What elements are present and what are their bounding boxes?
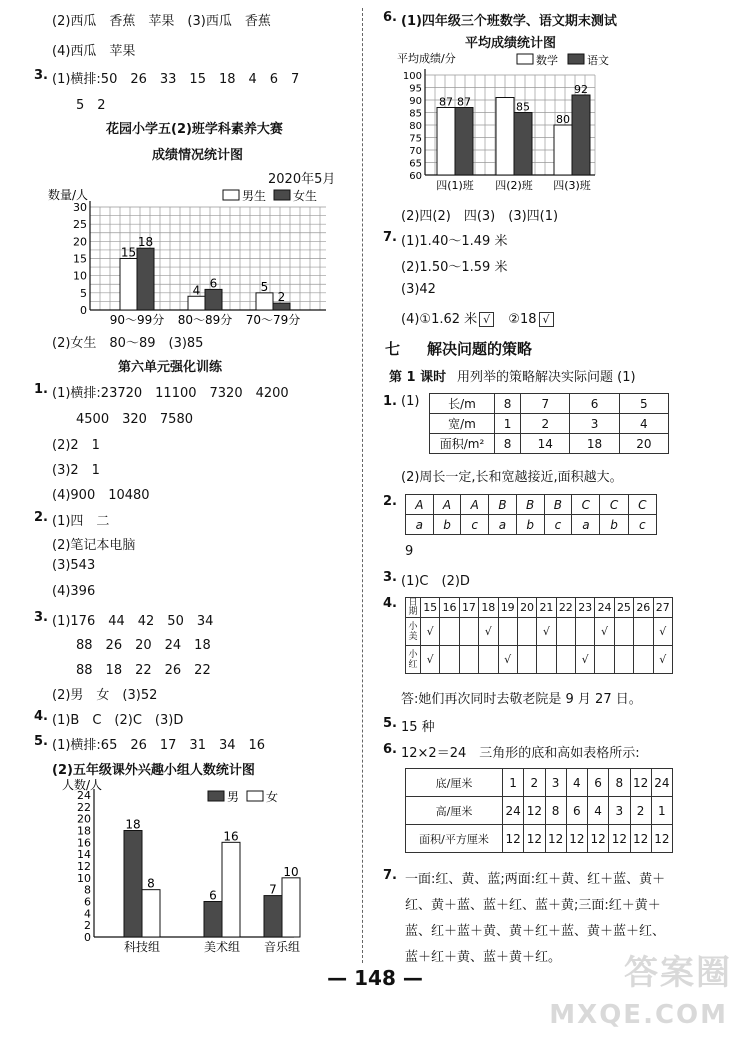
table-cell: 12 xyxy=(545,825,566,853)
table-cell xyxy=(440,618,459,646)
question-number: 4. xyxy=(34,709,48,724)
table-cell: A xyxy=(433,495,461,515)
bar xyxy=(124,831,142,938)
table-cell: 1 xyxy=(495,414,521,434)
table-cell: c xyxy=(544,515,572,535)
y-tick-label: 70 xyxy=(409,146,422,157)
table-cell: 7 xyxy=(521,394,570,414)
bar xyxy=(437,108,455,176)
answer-text: ②18 xyxy=(508,312,537,327)
table-cell: C xyxy=(600,495,628,515)
answer-line: 12×2＝24 三角形的底和高如表格所示: xyxy=(401,746,640,761)
data-label: 8 xyxy=(147,876,155,891)
legend-label: 女 xyxy=(266,790,279,804)
table-cell: 25 xyxy=(614,598,633,618)
table-cell: A xyxy=(406,495,434,515)
table-cell: 12 xyxy=(588,825,609,853)
table-cell: 12 xyxy=(651,825,672,853)
y-tick-label: 95 xyxy=(409,83,422,95)
section-number: 七 xyxy=(385,340,401,358)
question-number: 3. xyxy=(34,610,48,625)
answer-line: (1)横排:23720 11100 7320 4200 xyxy=(52,386,289,401)
y-tick-label: 100 xyxy=(402,71,422,82)
question-number: 5. xyxy=(34,734,48,749)
y-tick-label: 20 xyxy=(73,235,87,249)
table-cell: 5 xyxy=(619,394,668,414)
answer-line: (2)女生 80～89 (3)85 xyxy=(52,336,204,351)
chart-date: 2020年5月 xyxy=(268,172,336,187)
table-cell xyxy=(517,646,536,674)
y-tick-label: 18 xyxy=(77,824,91,838)
answer-line: 蓝、红＋蓝＋黄、黄＋红＋蓝、黄＋蓝＋红、 xyxy=(405,924,666,939)
table-cell: 21 xyxy=(537,598,556,618)
answer-line: 一面:红、黄、蓝;两面:红＋黄、红＋蓝、黄＋ xyxy=(405,872,666,887)
answer-line: (2)西瓜 香蕉 苹果 (3)西瓜 香蕉 xyxy=(52,14,271,29)
bar xyxy=(264,896,282,937)
row-header: 面积/m² xyxy=(430,434,495,454)
unit-title: 第六单元强化训练 xyxy=(118,360,223,375)
table-cell: 1 xyxy=(651,797,672,825)
answer-line: 15 种 xyxy=(401,720,435,735)
chart-title: (1)四年级三个班数学、语文期末测试 xyxy=(401,14,617,29)
table-cell: 16 xyxy=(440,598,459,618)
section-title: 解决问题的策略 xyxy=(427,340,533,358)
answer-line: (1)176 44 42 50 34 xyxy=(52,614,214,629)
table-cell: 18 xyxy=(570,434,619,454)
y-tick-label: 4 xyxy=(84,907,91,921)
table-cell: b xyxy=(600,515,628,535)
answer-line: (2)笔记本电脑 xyxy=(52,538,136,553)
question-number: 4. xyxy=(383,596,397,611)
table-cell xyxy=(498,618,517,646)
check-box: √ xyxy=(479,312,494,327)
table-cell: c xyxy=(628,515,656,535)
table-cell: a xyxy=(572,515,600,535)
y-tick-label: 60 xyxy=(409,171,422,182)
table-cell: 24 xyxy=(503,797,524,825)
table-cell xyxy=(556,646,575,674)
table-cell xyxy=(576,618,595,646)
y-tick-label: 0 xyxy=(80,304,87,317)
x-tick-label: 科技组 xyxy=(123,940,161,954)
y-tick-label: 5 xyxy=(80,286,87,300)
lesson-title: 用列举的策略解决实际问题 (1) xyxy=(457,370,636,385)
table-triangle xyxy=(405,768,673,853)
answer-line: (1)横排:65 26 17 31 34 16 xyxy=(52,738,266,753)
y-axis-label: 平均成绩/分 xyxy=(397,52,456,65)
row-header: 日期 xyxy=(406,598,421,618)
question-number: 2. xyxy=(383,494,397,509)
question-number: 3. xyxy=(34,68,48,83)
table-cell xyxy=(634,618,653,646)
table-row xyxy=(406,618,673,646)
y-tick-label: 6 xyxy=(84,895,91,909)
data-label: 85 xyxy=(516,100,530,114)
legend-label: 数学 xyxy=(536,54,558,67)
column-divider xyxy=(362,8,363,963)
data-label: 6 xyxy=(209,276,218,291)
row-header: 底/厘米 xyxy=(406,769,503,797)
row-header: 小红 xyxy=(406,646,421,674)
y-axis-label: 数量/人 xyxy=(48,188,89,202)
y-tick-label: 0 xyxy=(84,931,91,944)
bar xyxy=(554,125,572,175)
question-number: 5. xyxy=(383,716,397,731)
bar xyxy=(273,303,290,310)
x-tick-label: 四(1)班 xyxy=(436,179,474,192)
data-label: 15 xyxy=(120,245,137,260)
table-cell: 24 xyxy=(651,769,672,797)
table-row xyxy=(430,414,669,434)
table-cell: 12 xyxy=(630,825,651,853)
table-combinations xyxy=(405,494,657,535)
table-cell: 27 xyxy=(653,598,673,618)
table-cell: 12 xyxy=(630,769,651,797)
table-cell xyxy=(614,618,633,646)
y-tick-label: 15 xyxy=(73,252,87,266)
answer-line: 答:她们再次同时去敬老院是 9 月 27 日。 xyxy=(401,692,642,707)
row-header: 长/m xyxy=(430,394,495,414)
y-tick-label: 24 xyxy=(77,789,91,802)
table-row xyxy=(406,646,673,674)
answer-line: (2)男 女 (3)52 xyxy=(52,688,158,703)
bar xyxy=(514,113,532,176)
y-tick-label: 30 xyxy=(73,201,87,214)
table-cell: a xyxy=(489,515,517,535)
table-cell: √ xyxy=(653,618,673,646)
answer-line: (3)2 1 xyxy=(52,463,100,478)
answer-line: 9 xyxy=(405,544,414,559)
table-cell: 19 xyxy=(498,598,517,618)
answer-text: (4)①1.62 米 xyxy=(401,312,478,327)
y-tick-label: 80 xyxy=(409,121,422,132)
table-cell: √ xyxy=(421,646,440,674)
table-cell: 8 xyxy=(495,434,521,454)
bar xyxy=(222,842,240,937)
question-number: 7. xyxy=(383,230,397,245)
bar xyxy=(572,95,590,175)
bar xyxy=(205,289,222,310)
answer-line: (4)西瓜 苹果 xyxy=(52,44,136,59)
answer-line: (4)900 10480 xyxy=(52,488,150,503)
watermark-logo: 答案圈 xyxy=(624,953,732,993)
x-tick-label: 70～79分 xyxy=(245,313,301,325)
answer-line: (2)周长一定,长和宽越接近,面积越大。 xyxy=(401,470,623,485)
question-number: 1. xyxy=(34,382,48,397)
table-cell xyxy=(479,646,498,674)
table-cell: 6 xyxy=(570,394,619,414)
table-cell: 1 xyxy=(503,769,524,797)
chart-title: 花园小学五(2)班学科素养大赛 xyxy=(106,122,283,137)
table-cell: 12 xyxy=(524,797,545,825)
question-number: 7. xyxy=(383,868,397,883)
table-cell: 20 xyxy=(619,434,668,454)
table-length-width xyxy=(429,393,669,454)
legend-swatch xyxy=(208,791,224,801)
answer-line: (3)42 xyxy=(401,282,436,297)
table-cell: 4 xyxy=(588,797,609,825)
table-cell: 3 xyxy=(570,414,619,434)
table-cell: √ xyxy=(595,618,614,646)
table-schedule xyxy=(405,597,673,674)
table-cell: √ xyxy=(653,646,673,674)
data-label: 87 xyxy=(457,95,471,109)
legend-swatch xyxy=(223,190,239,200)
table-row xyxy=(406,515,657,535)
table-row xyxy=(406,598,673,618)
table-row xyxy=(430,394,669,414)
table-cell: 24 xyxy=(595,598,614,618)
x-tick-label: 四(3)班 xyxy=(553,179,591,192)
table-cell: 12 xyxy=(503,825,524,853)
table-cell: 22 xyxy=(556,598,575,618)
table-cell: 4 xyxy=(566,769,587,797)
data-label: 5 xyxy=(260,279,269,294)
row-header: 宽/m xyxy=(430,414,495,434)
table-cell: 2 xyxy=(521,414,570,434)
bar xyxy=(142,890,160,937)
table-cell: b xyxy=(433,515,461,535)
table-cell: 26 xyxy=(634,598,653,618)
lesson-label: 第 1 课时 xyxy=(389,370,447,385)
bar xyxy=(496,98,514,176)
table-cell xyxy=(517,618,536,646)
y-tick-label: 90 xyxy=(409,96,422,107)
table-cell: 3 xyxy=(545,769,566,797)
table-cell xyxy=(459,618,478,646)
table-cell: 4 xyxy=(619,414,668,434)
table-cell: 12 xyxy=(609,825,630,853)
table-cell xyxy=(537,646,556,674)
chart-title: 成绩情况统计图 xyxy=(152,148,244,163)
table-cell: 8 xyxy=(609,769,630,797)
table-cell: B xyxy=(489,495,517,515)
x-tick-label: 音乐组 xyxy=(263,940,301,954)
answer-line: (1)1.40～1.49 米 xyxy=(401,234,508,249)
y-tick-label: 2 xyxy=(84,919,91,933)
bar xyxy=(204,902,222,938)
chart-3 xyxy=(58,775,318,965)
bar xyxy=(256,293,273,310)
table-cell: 6 xyxy=(566,797,587,825)
chart-1 xyxy=(28,185,348,325)
x-tick-label: 90～99分 xyxy=(109,313,165,325)
table-cell: B xyxy=(544,495,572,515)
y-tick-label: 85 xyxy=(409,108,422,120)
table-cell: 14 xyxy=(521,434,570,454)
table-cell: √ xyxy=(537,618,556,646)
data-label: 87 xyxy=(439,95,453,109)
answer-line: (1)B C (2)C (3)D xyxy=(52,713,184,728)
answer-line: 蓝＋红＋黄、蓝＋黄＋红。 xyxy=(405,950,562,965)
y-tick-label: 8 xyxy=(84,883,91,897)
table-cell: C xyxy=(628,495,656,515)
y-tick-label: 65 xyxy=(409,158,422,170)
data-label: 18 xyxy=(125,817,141,832)
page-number: — 148 — xyxy=(327,966,423,990)
data-label: 7 xyxy=(269,882,277,897)
table-cell: 12 xyxy=(566,825,587,853)
legend-label: 男 xyxy=(227,790,240,804)
table-cell: 6 xyxy=(588,769,609,797)
table-cell: 8 xyxy=(495,394,521,414)
data-label: 2 xyxy=(277,290,286,305)
bar xyxy=(120,259,137,311)
table-cell xyxy=(614,646,633,674)
y-tick-label: 10 xyxy=(73,269,87,283)
y-tick-label: 22 xyxy=(77,800,91,814)
chart-3-container xyxy=(58,775,318,965)
chart-2-container xyxy=(395,48,695,196)
answer-line: (3)543 xyxy=(52,558,96,573)
bar xyxy=(188,296,205,310)
legend-swatch xyxy=(274,190,290,200)
answer-line: (2)1.50～1.59 米 xyxy=(401,260,508,275)
data-label: 6 xyxy=(209,888,217,903)
table-row xyxy=(406,495,657,515)
table-cell: √ xyxy=(421,618,440,646)
table-cell: 2 xyxy=(524,769,545,797)
x-tick-label: 四(2)班 xyxy=(495,179,533,192)
table-cell: 23 xyxy=(576,598,595,618)
bar xyxy=(137,248,154,310)
table-row xyxy=(406,769,673,797)
y-tick-label: 25 xyxy=(73,218,87,232)
table-cell xyxy=(440,646,459,674)
answer-line: (1)C (2)D xyxy=(401,574,470,589)
legend-label: 男生 xyxy=(242,189,267,203)
data-label: 10 xyxy=(283,864,299,879)
data-label: 16 xyxy=(223,829,239,844)
table-cell xyxy=(556,618,575,646)
question-number: 2. xyxy=(34,510,48,525)
y-tick-label: 16 xyxy=(77,836,91,850)
question-number: 6. xyxy=(383,742,397,757)
answer-line xyxy=(401,308,554,327)
question-number: 1. xyxy=(383,394,397,409)
answer-line: 红、黄＋蓝、蓝＋红、蓝＋黄;三面:红＋黄＋ xyxy=(405,898,661,913)
table-cell: 20 xyxy=(517,598,536,618)
answer-line: (1)四 二 xyxy=(52,514,110,529)
y-axis-label: 人数/人 xyxy=(62,778,103,792)
table-row xyxy=(406,797,673,825)
chart-title: (2)五年级课外兴趣小组人数统计图 xyxy=(52,763,255,778)
row-header: 高/厘米 xyxy=(406,797,503,825)
table-cell: b xyxy=(516,515,544,535)
answer-line: (1)横排:50 26 33 15 18 4 6 7 xyxy=(52,72,300,87)
answer-line: 88 18 22 26 22 xyxy=(76,663,211,678)
table-row xyxy=(430,434,669,454)
table-cell: 2 xyxy=(630,797,651,825)
chart-1-container xyxy=(28,185,348,325)
data-label: 18 xyxy=(137,235,154,250)
table-cell: C xyxy=(572,495,600,515)
table-cell: 18 xyxy=(479,598,498,618)
table-row xyxy=(406,825,673,853)
y-tick-label: 14 xyxy=(77,848,91,862)
table-cell: 3 xyxy=(609,797,630,825)
data-label: 80 xyxy=(556,113,570,126)
legend-label: 女生 xyxy=(293,189,318,203)
answer-line: 88 26 20 24 18 xyxy=(76,638,211,653)
answer-line: (2)四(2) 四(3) (3)四(1) xyxy=(401,209,559,224)
table-cell xyxy=(595,646,614,674)
y-tick-label: 10 xyxy=(77,871,91,885)
bar xyxy=(282,878,300,937)
legend-label: 语文 xyxy=(587,54,609,67)
table-cell: 15 xyxy=(421,598,440,618)
table-cell: B xyxy=(516,495,544,515)
row-header: 小美 xyxy=(406,618,421,646)
legend-swatch xyxy=(247,791,263,801)
legend-swatch xyxy=(517,54,533,64)
table-cell: √ xyxy=(576,646,595,674)
table-cell: A xyxy=(461,495,489,515)
bar xyxy=(455,108,473,176)
table-cell xyxy=(634,646,653,674)
y-tick-label: 20 xyxy=(77,812,91,826)
table-cell: √ xyxy=(479,618,498,646)
answer-line: (2)2 1 xyxy=(52,438,100,453)
legend-swatch xyxy=(568,54,584,64)
table-cell: a xyxy=(406,515,434,535)
sub-question: (1) xyxy=(401,394,420,409)
answer-line: (4)396 xyxy=(52,584,96,599)
watermark-url: MXQE.COM xyxy=(549,1000,728,1030)
table-cell: 17 xyxy=(459,598,478,618)
data-label: 4 xyxy=(192,283,201,298)
answer-line: 5 2 xyxy=(76,98,106,113)
table-cell: √ xyxy=(498,646,517,674)
chart-title: 平均成绩统计图 xyxy=(465,36,557,51)
chart-2 xyxy=(395,48,695,196)
answer-line: 4500 320 7580 xyxy=(76,412,193,427)
table-cell xyxy=(459,646,478,674)
row-header: 面积/平方厘米 xyxy=(406,825,503,853)
question-number: 3. xyxy=(383,570,397,585)
table-cell: c xyxy=(461,515,489,535)
check-box: √ xyxy=(539,312,554,327)
y-tick-label: 12 xyxy=(77,860,91,873)
x-tick-label: 80～89分 xyxy=(177,313,233,325)
table-cell: 12 xyxy=(524,825,545,853)
table-cell: 8 xyxy=(545,797,566,825)
data-label: 92 xyxy=(574,83,588,96)
question-number: 6. xyxy=(383,10,397,25)
y-tick-label: 75 xyxy=(409,133,422,145)
x-tick-label: 美术组 xyxy=(203,940,241,954)
